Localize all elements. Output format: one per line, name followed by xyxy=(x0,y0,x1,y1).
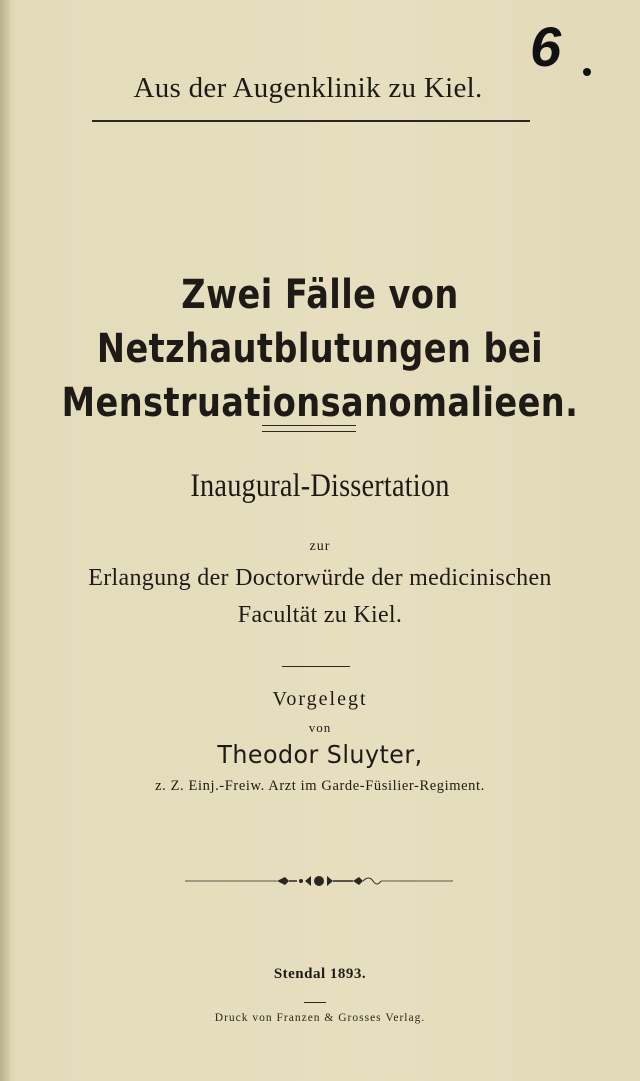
double-rule-divider xyxy=(262,425,356,432)
purpose-line-2: Facultät zu Kiel. xyxy=(237,602,403,628)
vorgelegt-text: Vorgelegt xyxy=(272,688,368,710)
purpose-line-1: Erlangung der Doctorwürde der medicinischen xyxy=(88,565,552,591)
handwritten-number: 6 xyxy=(530,15,562,78)
zur-text: zur xyxy=(309,539,331,554)
dissertation-title xyxy=(51,268,589,430)
ornament-divider-icon xyxy=(185,874,453,888)
degree-purpose xyxy=(0,560,640,634)
author-name: Theodor Sluyter, xyxy=(217,740,423,769)
dissertation-heading: Inaugural-Dissertation xyxy=(190,468,450,504)
printer-line: Druck von Franzen & Grosses Verlag. xyxy=(214,1012,426,1024)
von-text: von xyxy=(308,720,332,735)
title-line-1: Zwei Fälle von Netzhautblutungen bei xyxy=(96,272,544,372)
small-rule-divider xyxy=(304,1002,326,1003)
header-rule xyxy=(92,120,530,122)
single-rule-divider xyxy=(282,666,350,667)
author-rank: z. Z. Einj.-Freiw. Arzt im Garde-Füsilier-Regiment. xyxy=(155,778,485,794)
institution-header: Aus der Augenklinik zu Kiel. xyxy=(133,72,483,104)
title-line-2: Menstruationsanomalieen. xyxy=(61,380,579,426)
handwritten-dot xyxy=(583,68,591,76)
place-and-year: Stendal 1893. xyxy=(273,966,367,982)
